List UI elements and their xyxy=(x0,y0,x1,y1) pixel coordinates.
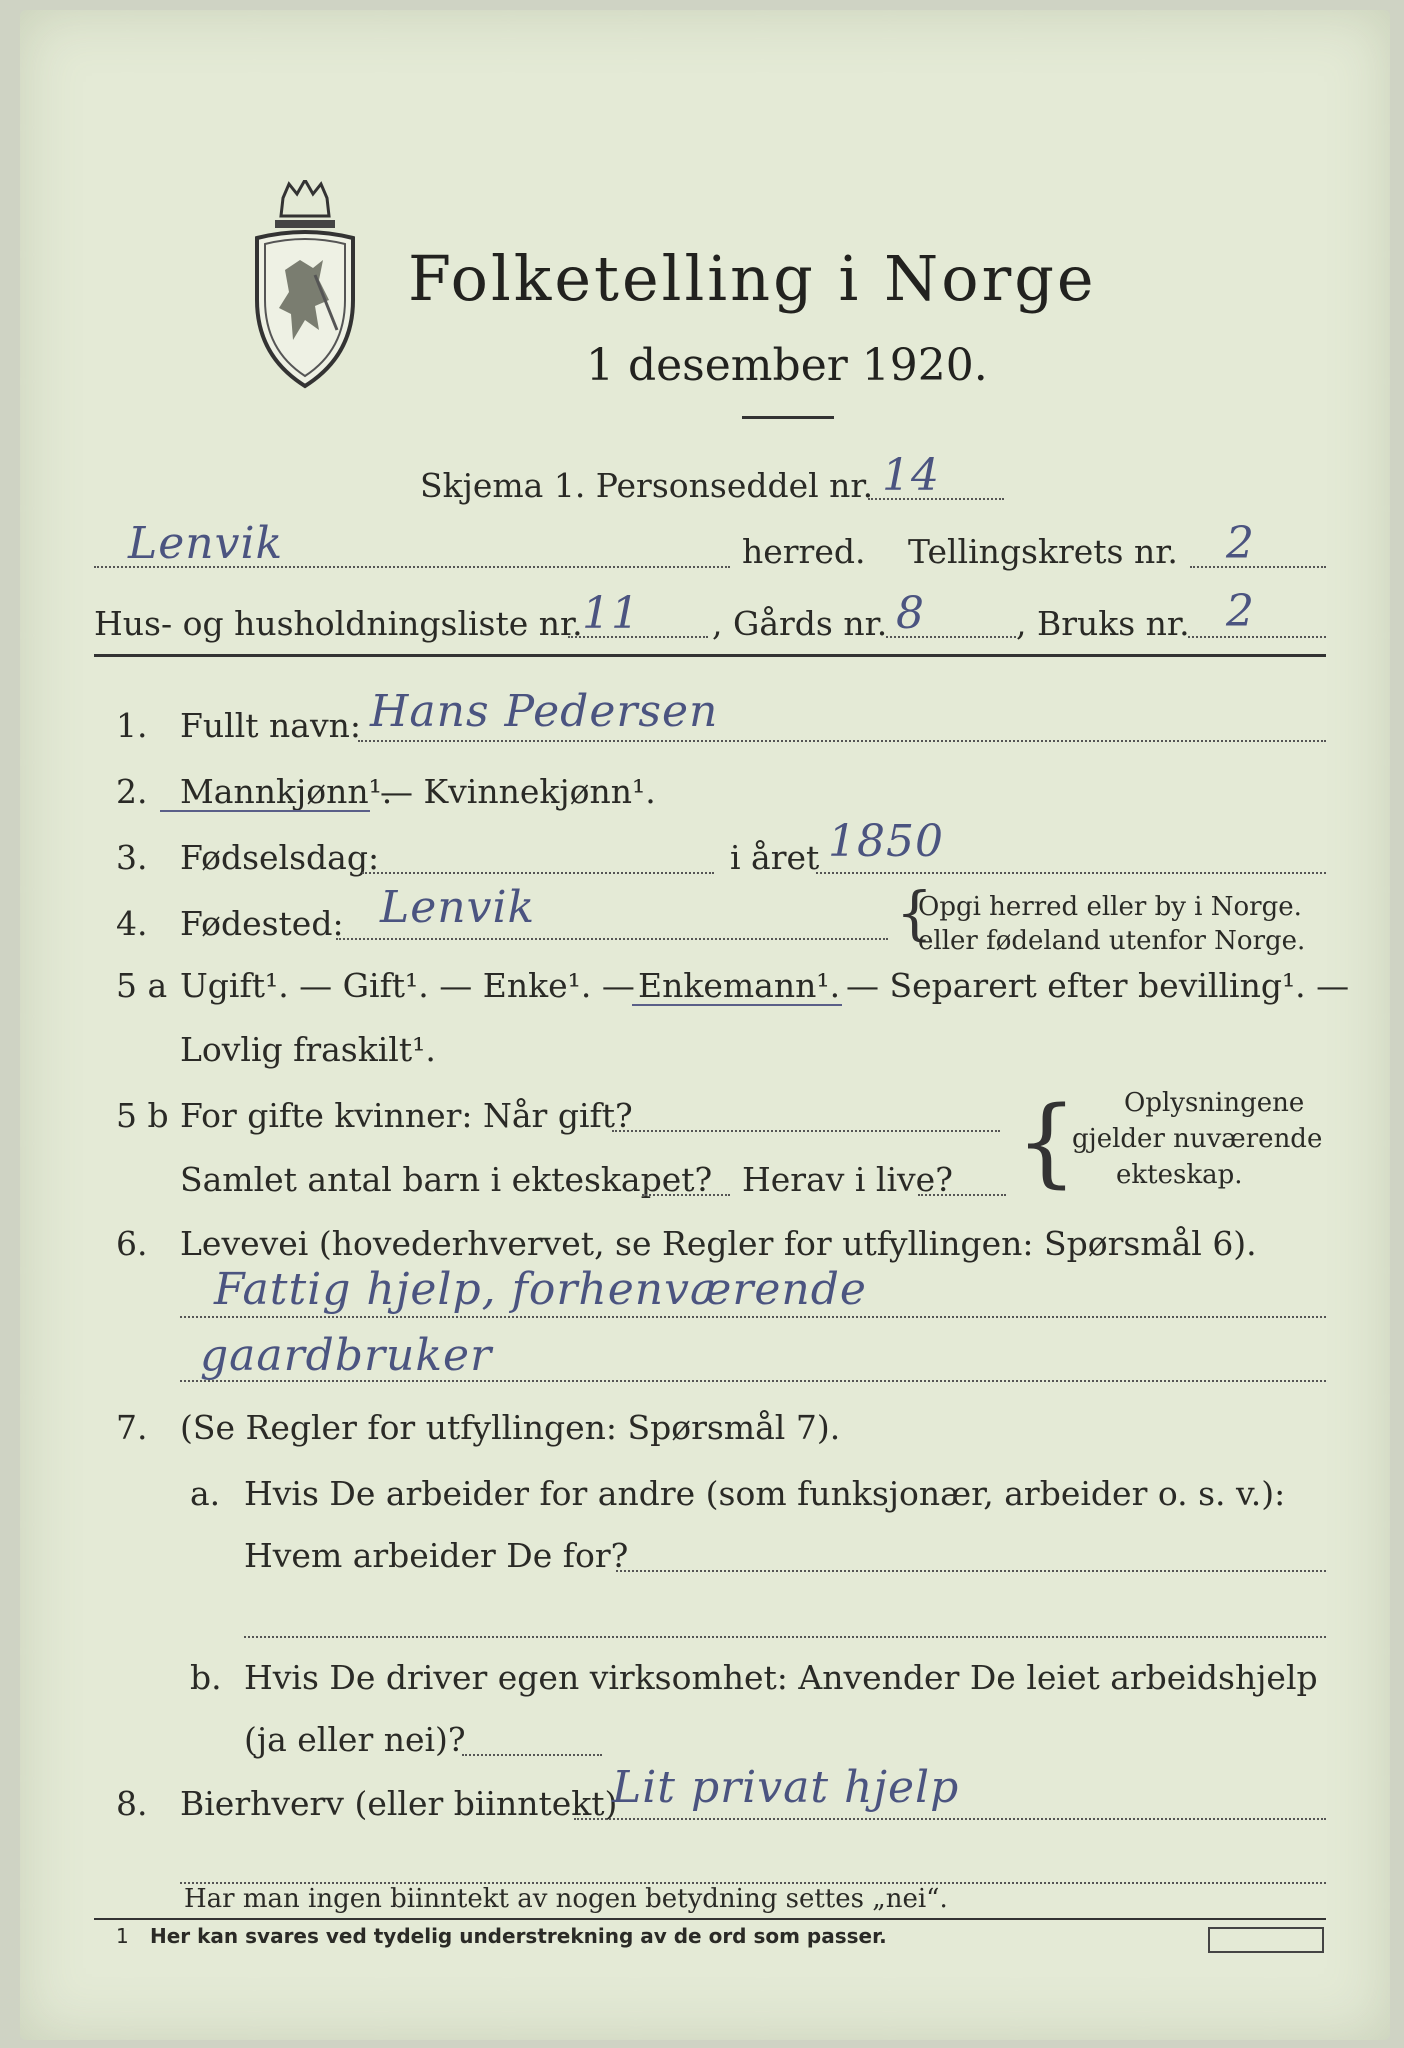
q4-number: 4. xyxy=(116,904,148,943)
skjema-label: Skjema 1. Personseddel nr. xyxy=(420,466,874,505)
q7a-line2: Hvem arbeider De for? xyxy=(244,1536,629,1575)
q7-number: 7. xyxy=(116,1408,148,1447)
printer-stamp-icon xyxy=(1208,1927,1324,1953)
birthplace-value[interactable]: Lenvik xyxy=(380,882,536,933)
q1-number: 1. xyxy=(116,706,148,745)
q7a-line1: Hvis De arbeider for andre (som funksjonær, arbeider o. s. v.): xyxy=(244,1474,1286,1513)
q5b-number: 5 b xyxy=(116,1096,169,1135)
q3-year-line xyxy=(816,872,1326,874)
tellingskrets-value[interactable]: 2 xyxy=(1226,518,1255,569)
q5a-options[interactable]: Ugift¹. — Gift¹. — Enke¹. — xyxy=(180,966,635,1005)
q7a-employer-line xyxy=(616,1570,1326,1572)
q5a-enkemann-option[interactable]: Enkemann¹. xyxy=(638,966,841,1005)
birth-year-value[interactable]: 1850 xyxy=(828,816,944,867)
q3-year-label: i året xyxy=(730,838,820,877)
q4-line xyxy=(336,938,888,940)
q8-note: Har man ingen biinntekt av nogen betydning settes „nei“. xyxy=(184,1884,948,1914)
q6-label: Levevei (hovederhvervet, se Regler for utfyllingen: Spørsmål 6). xyxy=(180,1224,1257,1263)
q5a-number: 5 a xyxy=(116,966,168,1005)
q3-number: 3. xyxy=(116,838,148,877)
bruks-value[interactable]: 2 xyxy=(1226,586,1255,637)
q7-label: (Se Regler for utfyllingen: Spørsmål 7). xyxy=(180,1408,841,1447)
q5b-alive-label: Herav i live? xyxy=(742,1160,953,1199)
q5b-alive-line xyxy=(918,1194,1006,1196)
q3-birthday-line xyxy=(362,872,714,874)
q4-note-brace: { xyxy=(896,879,933,947)
q7b-line1: Hvis De driver egen virksomhet: Anvender De leiet arbeidshjelp xyxy=(244,1658,1318,1697)
q7b-line2: (ja eller nei)? xyxy=(244,1720,466,1759)
q5b-children-label: Samlet antal barn i ekteskapet? xyxy=(180,1160,713,1199)
q5b-note-brace: { xyxy=(1016,1086,1078,1198)
q2-male-option[interactable]: Mannkjønn¹. xyxy=(180,772,393,811)
q5b-note-line1: Oplysningene xyxy=(1124,1088,1305,1118)
q5a-options-rest[interactable]: — Separert efter bevilling¹. — xyxy=(846,966,1350,1005)
q2-male-underline xyxy=(160,810,370,812)
census-date: 1 desember 1920. xyxy=(586,340,988,391)
q5a-enkemann-underline xyxy=(632,1004,842,1006)
personseddel-nr-value[interactable]: 14 xyxy=(882,450,940,501)
q8-label: Bierhverv (eller biinntekt) xyxy=(180,1784,618,1823)
norwegian-coat-of-arms-icon xyxy=(245,180,365,390)
q3-label: Fødselsdag: xyxy=(180,838,380,877)
title-divider xyxy=(742,416,834,419)
q1-line xyxy=(358,740,1326,742)
header-divider xyxy=(94,654,1326,657)
q5a-fraskilt-option[interactable]: Lovlig fraskilt¹. xyxy=(180,1030,436,1069)
footnote-mark: 1 xyxy=(116,1924,129,1948)
occupation-value-line2[interactable]: gaardbruker xyxy=(200,1330,493,1381)
q8-line xyxy=(574,1818,1326,1820)
q7b-letter: b. xyxy=(190,1658,222,1697)
husliste-value[interactable]: 11 xyxy=(582,588,640,639)
q6-line2 xyxy=(180,1380,1326,1382)
census-form-sheet xyxy=(20,10,1390,2040)
gards-label: , Gårds nr. xyxy=(712,604,888,643)
herred-value[interactable]: Lenvik xyxy=(128,518,284,569)
q2-female-option[interactable]: — Kvinnekjønn¹. xyxy=(380,772,656,811)
tellingskrets-line xyxy=(1190,566,1326,568)
q5b-note-line3: ekteskap. xyxy=(1116,1160,1243,1190)
tellingskrets-label: Tellingskrets nr. xyxy=(908,532,1178,571)
footnote-divider xyxy=(94,1918,1326,1920)
form-title: Folketelling i Norge xyxy=(408,242,1097,315)
q8-number: 8. xyxy=(116,1784,148,1823)
herred-line xyxy=(94,566,730,568)
full-name-value[interactable]: Hans Pedersen xyxy=(370,686,719,737)
q6-number: 6. xyxy=(116,1224,148,1263)
q7a-employer-line2 xyxy=(244,1636,1326,1638)
q5b-children-line xyxy=(642,1194,730,1196)
q4-label: Fødested: xyxy=(180,904,344,943)
bruks-line xyxy=(1188,636,1326,638)
q4-note-line2: eller fødeland utenfor Norge. xyxy=(918,926,1306,956)
occupation-value-line1[interactable]: Fattig hjelp, forhenværende xyxy=(214,1264,867,1315)
q2-number: 2. xyxy=(116,772,148,811)
q1-label: Fullt navn: xyxy=(180,706,361,745)
footnote-text: Her kan svares ved tydelig understrekning av de ord som passer. xyxy=(150,1924,887,1948)
q5b-label: For gifte kvinner: Når gift? xyxy=(180,1096,633,1135)
herred-label: herred. xyxy=(742,532,866,571)
gards-value[interactable]: 8 xyxy=(896,588,925,639)
q7b-answer-line xyxy=(462,1754,602,1756)
bruks-label: , Bruks nr. xyxy=(1016,604,1190,643)
q5b-married-line xyxy=(612,1130,1000,1132)
q5b-note-line2: gjelder nuværende xyxy=(1072,1124,1323,1154)
q4-note-line1: Opgi herred eller by i Norge. xyxy=(918,892,1302,922)
q7a-letter: a. xyxy=(190,1474,221,1513)
side-income-value[interactable]: Lit privat hjelp xyxy=(612,1762,960,1813)
husliste-label: Hus- og husholdningsliste nr. xyxy=(94,604,583,643)
q6-line1 xyxy=(180,1316,1326,1318)
